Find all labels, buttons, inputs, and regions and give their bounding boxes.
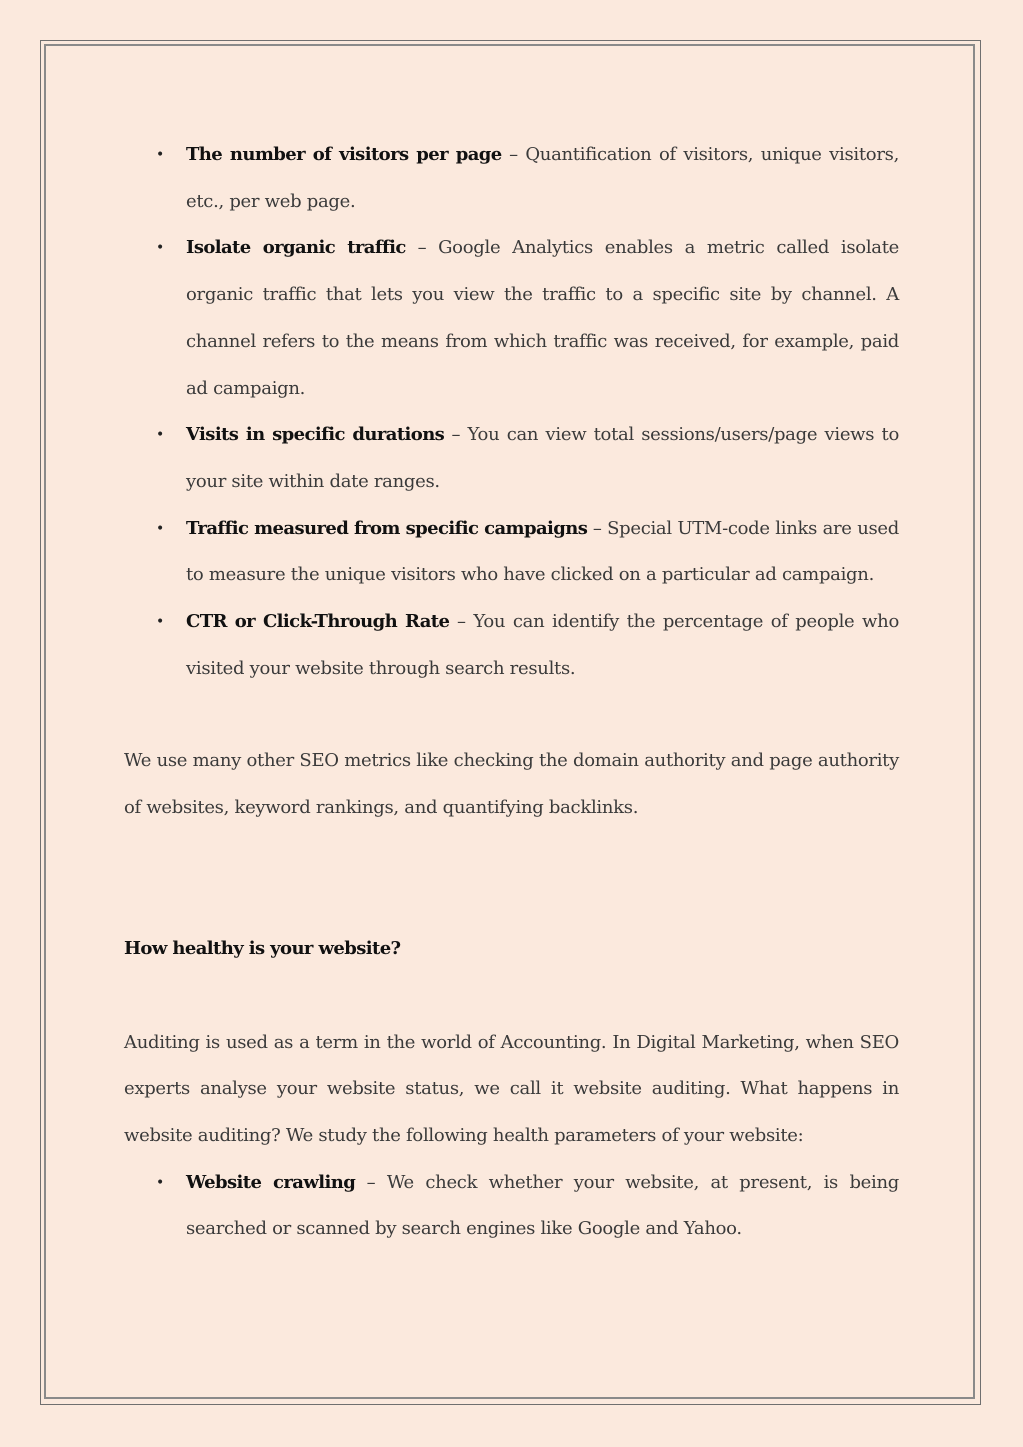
list-item-term: Website crawling <box>186 1171 356 1193</box>
list-item-term: The number of visitors per page <box>186 144 502 165</box>
list-item-term: Isolate organic traffic <box>186 237 406 259</box>
list-item-text: – Special UTM-code links are used to measure the unique visitors who have clicked on a particular ad campaign. <box>186 517 899 586</box>
list-item <box>124 412 899 505</box>
bullet-icon: • <box>156 614 164 631</box>
list-item-text: – We check whether your website, at present, is being searched or scanned by search engines like Google and Yahoo. <box>186 1171 899 1240</box>
list-item <box>124 132 899 225</box>
list-item-text: – Google Analytics enables a metric called isolate organic traffic that lets you view the traffic to a specific site by channel. A channel refers to the means from which traffic was received, for example, paid ad campaign. <box>186 237 899 399</box>
seo-metrics-paragraph: We use many other SEO metrics like checking the domain authority and page authority of websites, keyword rankings, and quantifying backlinks. <box>124 750 899 819</box>
section-heading: How healthy is your website? <box>124 937 401 959</box>
list-item-term: Traffic measured from specific campaigns <box>186 517 588 539</box>
metrics-list <box>124 132 899 692</box>
bullet-icon: • <box>156 147 164 163</box>
bullet-icon: • <box>156 427 164 444</box>
bullet-icon: • <box>156 240 164 257</box>
list-item <box>124 225 899 412</box>
auditing-paragraph: Auditing is used as a term in the world of Accounting. In Digital Marketing, when SEO experts analyse your website status, we call it website auditing. What happens in website auditing? We study the following health parameters of your website: <box>124 1031 899 1146</box>
document-body <box>124 132 899 1253</box>
list-item-text: – Quantification of visitors, unique visitors, etc., per web page. <box>186 144 899 212</box>
list-item <box>124 599 899 692</box>
list-item-term: Visits in specific durations <box>186 424 445 446</box>
list-item-term: CTR or Click-Through Rate <box>186 611 450 633</box>
list-item <box>124 506 899 599</box>
bullet-icon: • <box>156 520 164 537</box>
list-item-text: – You can identify the percentage of people who visited your website through search results. <box>186 611 899 679</box>
health-parameters-list <box>124 1160 899 1253</box>
list-item <box>124 1160 899 1253</box>
list-item-text: – You can view total sessions/users/page views to your site within date ranges. <box>186 424 900 492</box>
bullet-icon: • <box>156 1174 164 1191</box>
